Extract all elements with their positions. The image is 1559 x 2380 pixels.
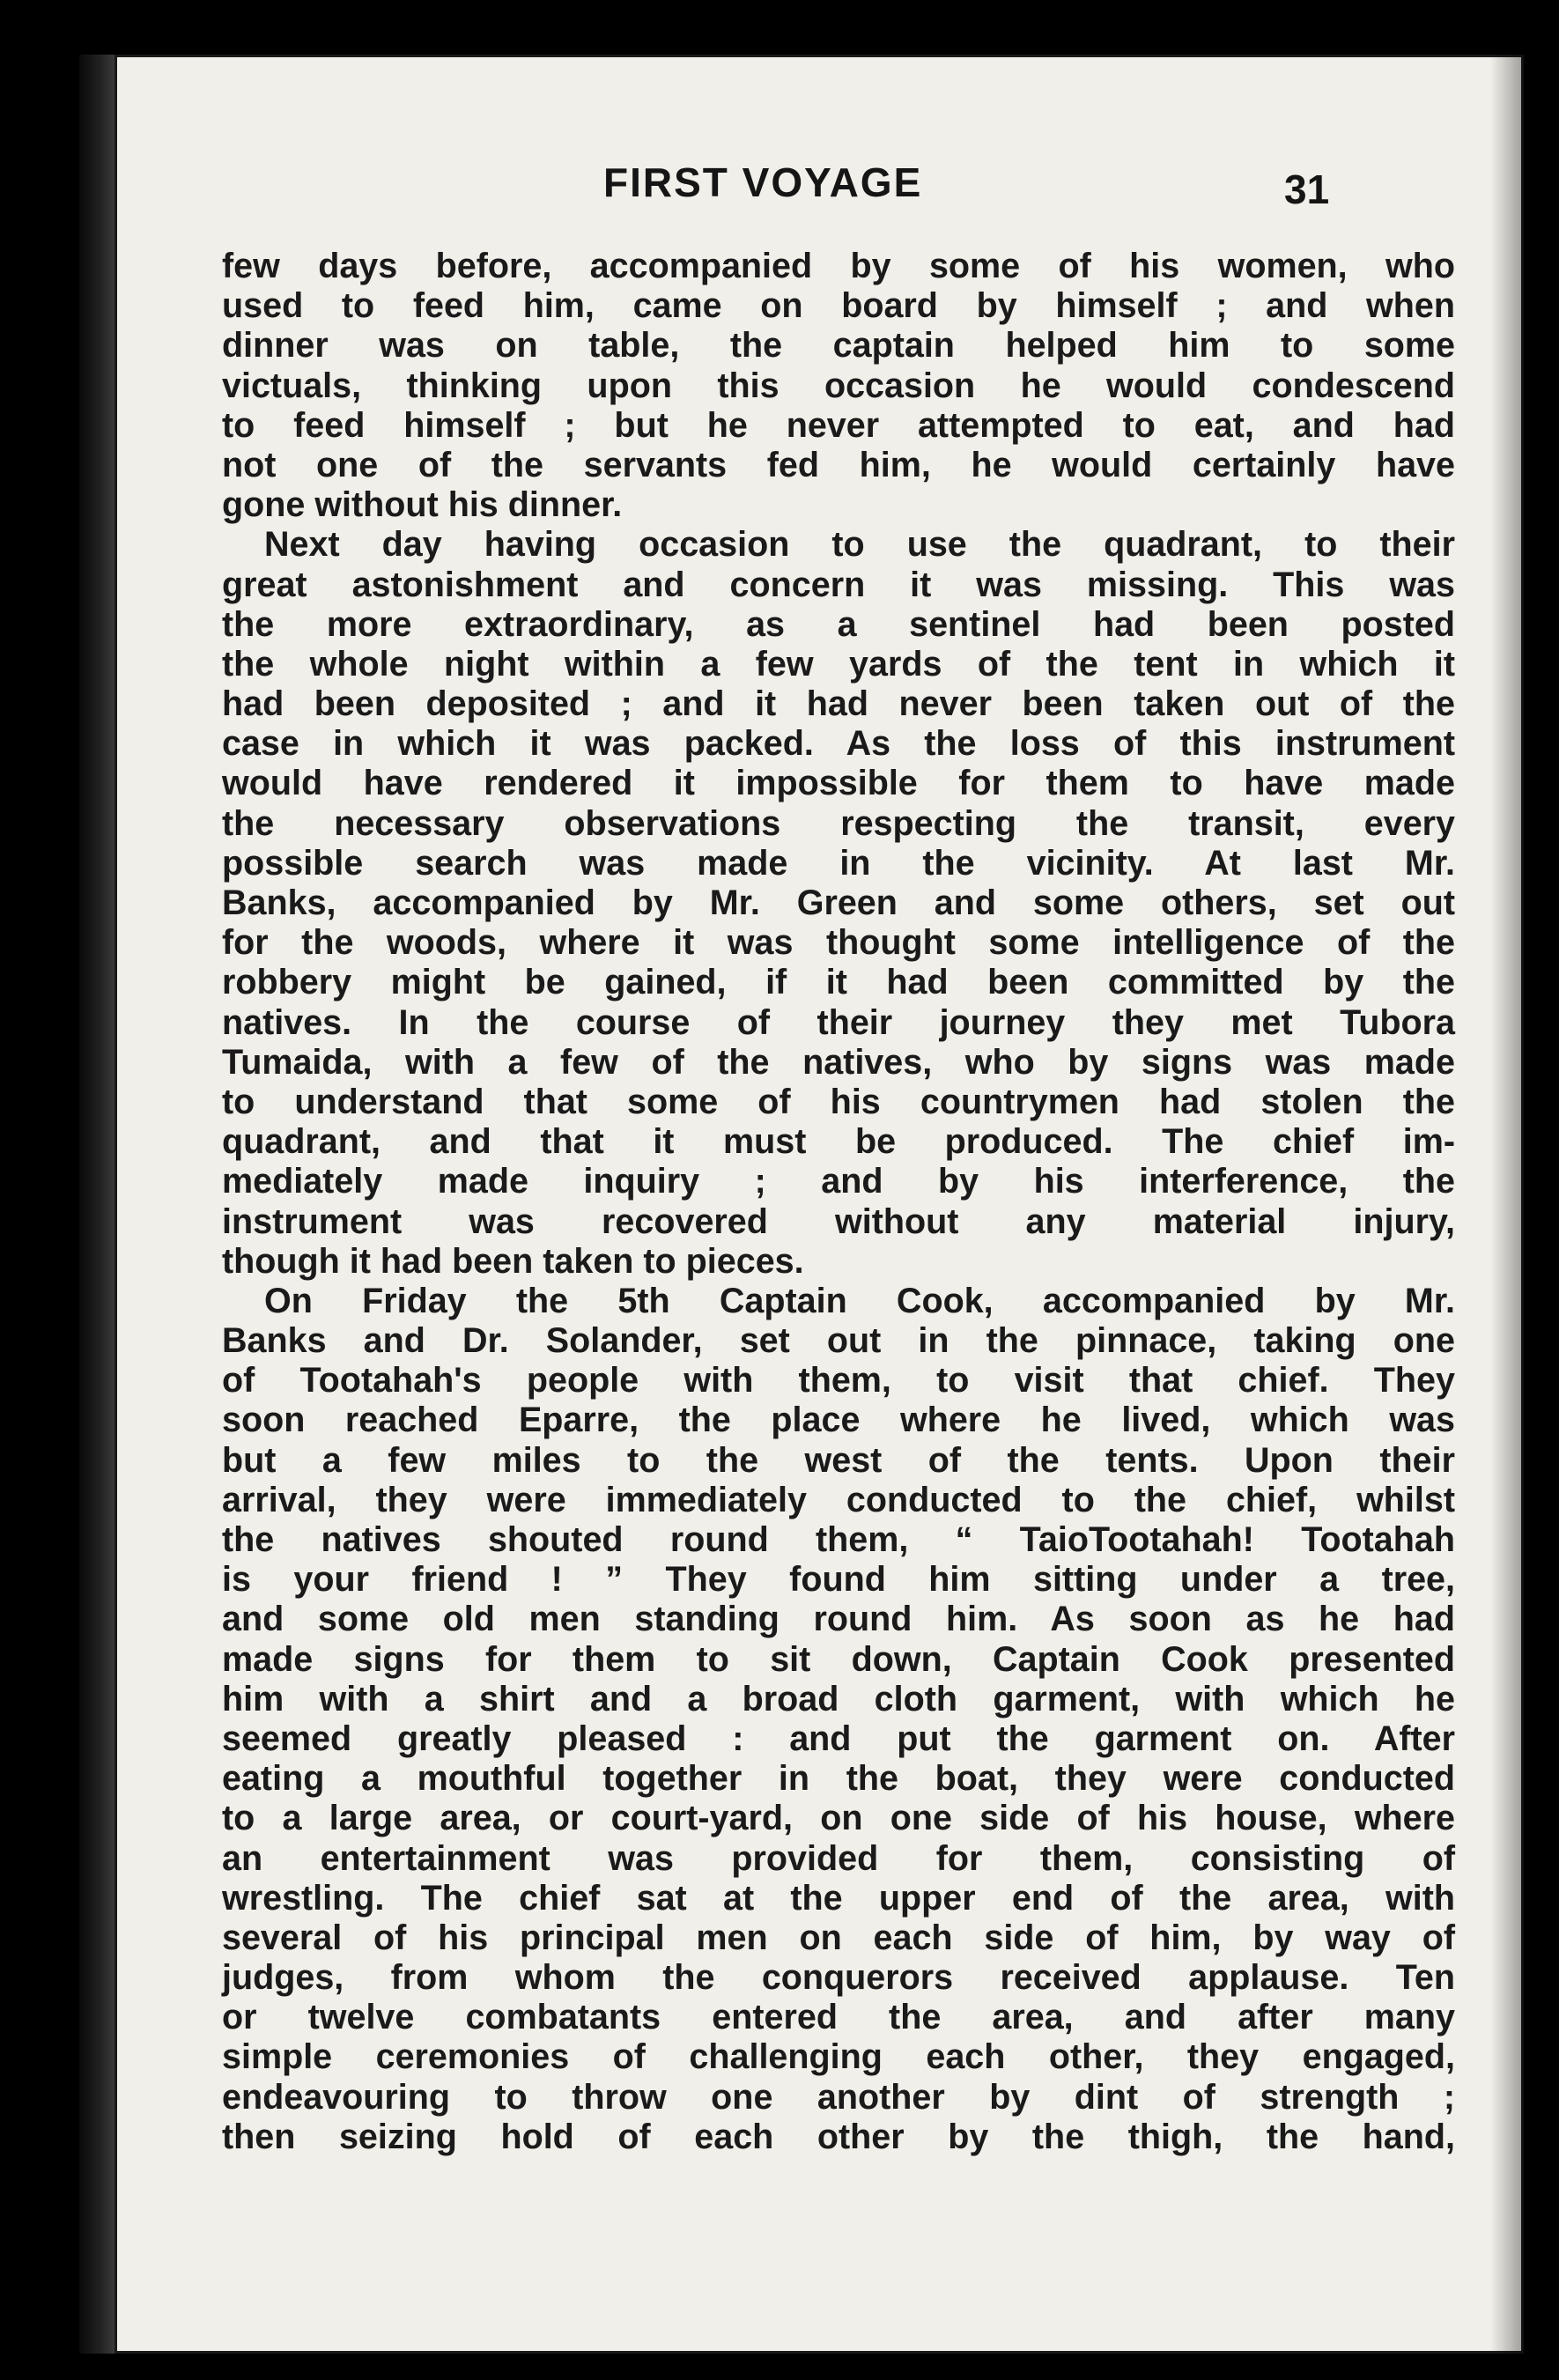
text-line: wrestling. The chief sat at the upper end of the area, with (222, 1878, 1455, 1918)
text-line: the natives shouted round them, “ TaioTootahah! Tootahah (222, 1520, 1455, 1559)
text-line: for the woods, where it was thought some intelligence of the (222, 923, 1455, 963)
text-line: to feed himself ; but he never attempted to eat, and had (222, 405, 1455, 445)
page-number: 31 (1284, 166, 1330, 212)
text-line: and some old men standing round him. As soon as he had (222, 1600, 1455, 1639)
text-line: eating a mouthful together in the boat, they were conducted (222, 1759, 1455, 1799)
text-line: of Tootahah's people with them, to visit that chief. They (222, 1361, 1455, 1401)
text-line: arrival, they were immediately conducted to the chief, whilst (222, 1480, 1455, 1519)
text-line: quadrant, and that it must be produced. The chief im- (222, 1122, 1455, 1162)
text-line: instrument was recovered without any material injury, (222, 1201, 1455, 1241)
text-line: made signs for them to sit down, Captain Cook presented (222, 1639, 1455, 1679)
text-line: Banks and Dr. Solander, set out in the pinnace, taking one (222, 1321, 1455, 1361)
paragraph-start-line: On Friday the 5th Captain Cook, accompanied by Mr. (264, 1281, 1455, 1320)
text-line: Tumaida, with a few of the natives, who by signs was made (222, 1042, 1455, 1082)
text-line: to understand that some of his countrymen had stolen the (222, 1082, 1455, 1121)
body-text (222, 247, 1455, 2157)
text-line: judges, from whom the conquerors received applause. Ten (222, 1958, 1455, 1998)
text-line: case in which it was packed. As the loss of this instrument (222, 724, 1455, 764)
text-line: the whole night within a few yards of the tent in which it (222, 644, 1455, 684)
text-line: endeavouring to throw one another by dint of strength ; (222, 2077, 1455, 2117)
text-line: Banks, accompanied by Mr. Green and some others, set out (222, 883, 1455, 922)
text-line: simple ceremonies of challenging each other, they engaged, (222, 2037, 1455, 2077)
text-line: mediately made inquiry ; and by his interference, the (222, 1162, 1455, 1201)
text-line: an entertainment was provided for them, consisting of (222, 1838, 1455, 1878)
text-line: the necessary observations respecting the transit, every (222, 803, 1455, 843)
text-line: several of his principal men on each side of him, by way of (222, 1918, 1455, 1957)
text-line: victuals, thinking upon this occasion he would condescend (222, 366, 1455, 405)
page-header (115, 159, 1524, 220)
text-line: seemed greatly pleased : and put the garment on. After (222, 1718, 1455, 1758)
text-line: had been deposited ; and it had never been taken out of the (222, 684, 1455, 724)
text-line: him with a shirt and a broad cloth garment, with which he (222, 1679, 1455, 1718)
text-line: then seizing hold of each other by the thigh, the hand, (222, 2117, 1455, 2156)
text-line: few days before, accompanied by some of his women, who (222, 247, 1455, 285)
text-line: or twelve combatants entered the area, and after many (222, 1998, 1455, 2037)
text-line: to a large area, or court-yard, on one side of his house, where (222, 1799, 1455, 1838)
text-line: used to feed him, came on board by himself ; and when (222, 286, 1455, 326)
text-line: soon reached Eparre, the place where he lived, which was (222, 1401, 1455, 1440)
text-line: possible search was made in the vicinity. At last Mr. (222, 843, 1455, 883)
text-line: great astonishment and concern it was missing. This was (222, 565, 1455, 604)
text-line: but a few miles to the west of the tents. Upon their (222, 1440, 1455, 1480)
text-line: dinner was on table, the captain helped him to some (222, 326, 1455, 366)
text-line: natives. In the course of their journey they met Tubora (222, 1002, 1455, 1042)
text-line: robbery might be gained, if it had been committed by the (222, 963, 1455, 1002)
paragraph-start-line: Next day having occasion to use the quadrant, to their (264, 525, 1455, 565)
text-line: is your friend ! ” They found him sitting under a tree, (222, 1560, 1455, 1600)
text-line: though it had been taken to pieces. (222, 1241, 804, 1281)
book-page (115, 55, 1524, 2354)
running-head: FIRST VOYAGE (603, 159, 923, 205)
text-line: not one of the servants fed him, he would certainly have (222, 445, 1455, 484)
text-line: gone without his dinner. (222, 485, 623, 525)
text-line: the more extraordinary, as a sentinel had been posted (222, 604, 1455, 644)
text-line: would have rendered it impossible for them to have made (222, 764, 1455, 803)
